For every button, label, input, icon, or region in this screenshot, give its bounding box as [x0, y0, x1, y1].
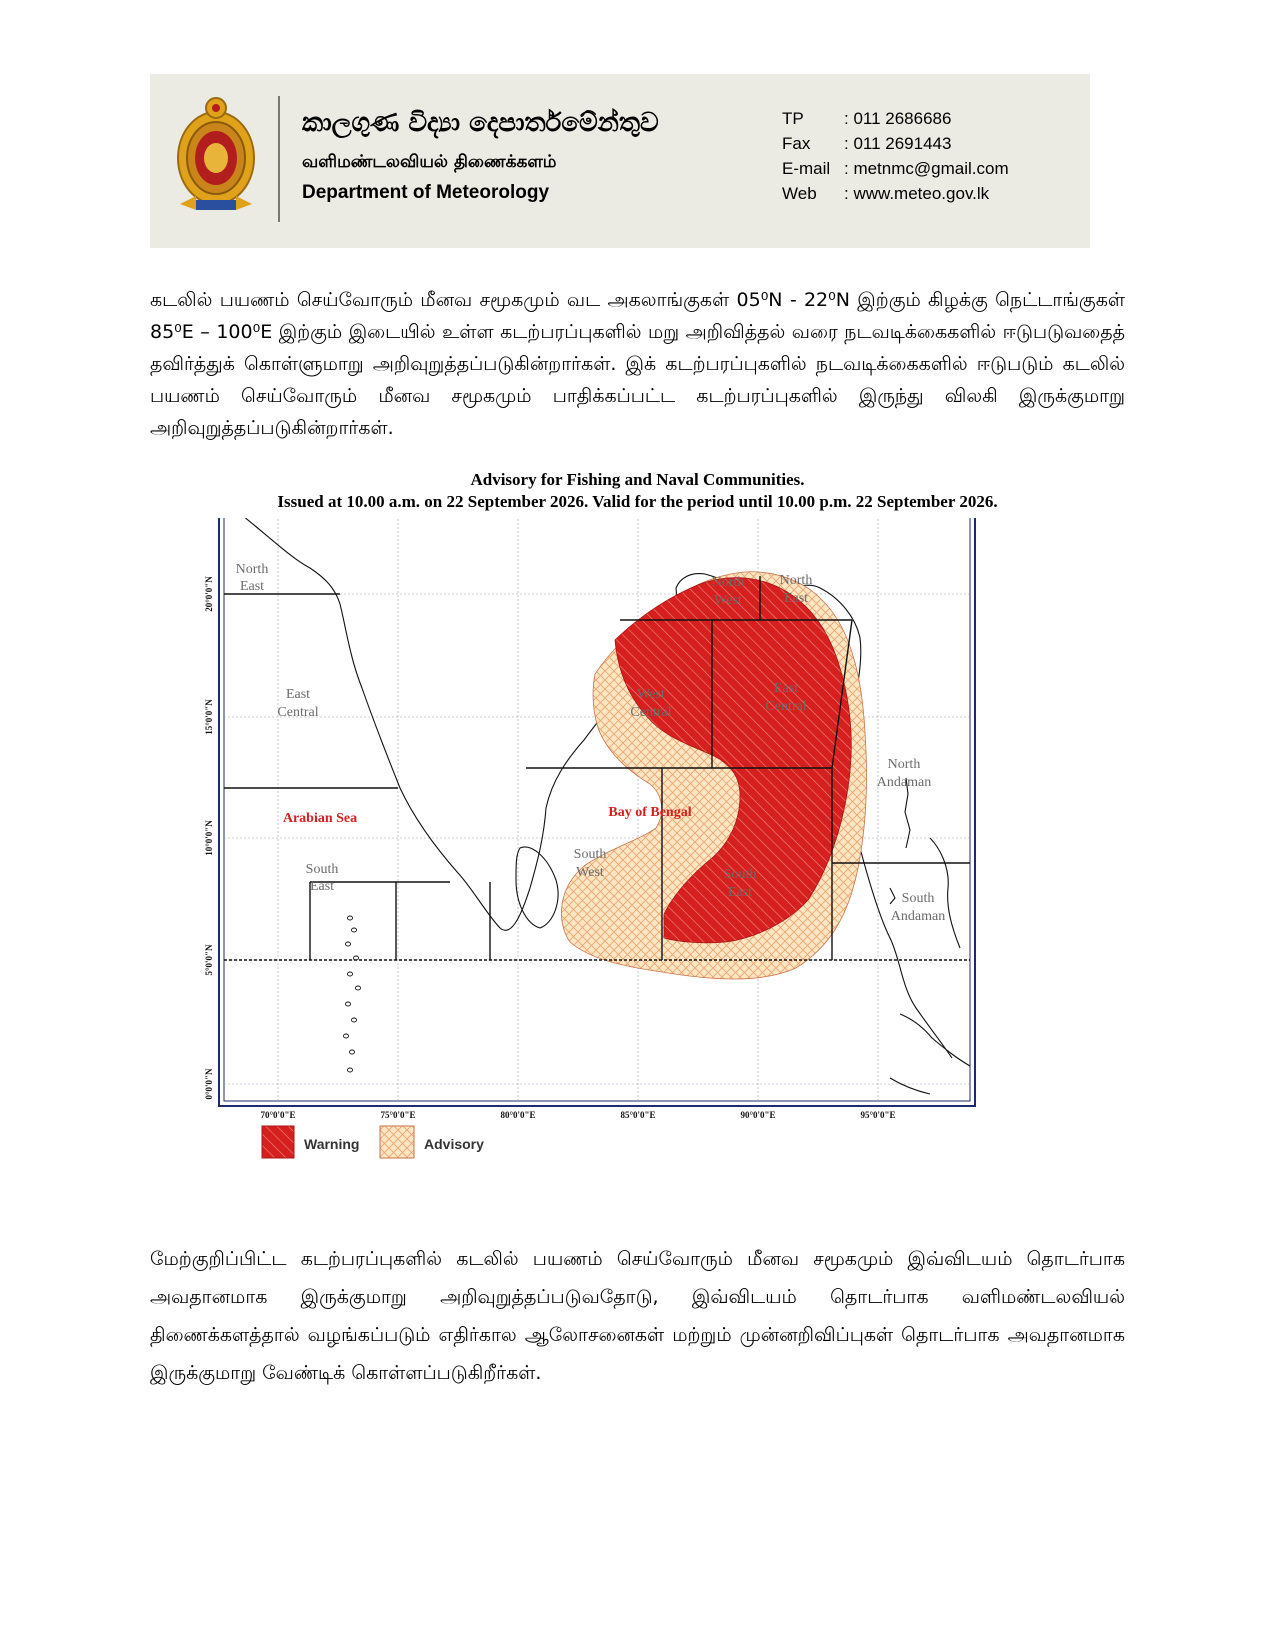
label-east-central-bob-l2: Central: [765, 699, 807, 714]
letterhead: [150, 74, 1090, 248]
map-legend: [262, 1126, 484, 1158]
x-tick-label: 90°0'0"E: [740, 1110, 776, 1120]
map-title: Advisory for Fishing and Naval Communities.: [470, 470, 805, 489]
department-name-english: Department of Meteorology: [302, 182, 550, 203]
x-tick-label: 80°0'0"E: [500, 1110, 536, 1120]
label-east-central-bob-l1: East: [773, 681, 799, 696]
label-west-central-l2: Central: [630, 705, 672, 720]
contact-block: [782, 106, 1009, 206]
contact-label: Web: [782, 184, 817, 203]
contact-row-email: [782, 156, 1009, 181]
sri-lanka-emblem-icon: [174, 96, 258, 214]
x-tick-label: 75°0'0"E: [380, 1110, 416, 1120]
contact-label: TP: [782, 109, 804, 128]
label-west-central-l1: West: [637, 687, 665, 702]
y-tick-label: 20°0'0"N: [204, 576, 214, 612]
label-bay-of-bengal: Bay of Bengal: [608, 805, 692, 820]
legend-advisory-label: Advisory: [424, 1136, 484, 1152]
department-name-sinhala: කාලගුණ විද්‍යා දෙපාර්තමේන්තුව: [302, 108, 659, 138]
label-south-east-l2: East: [309, 879, 335, 894]
contact-value: : 011 2686686: [844, 109, 952, 128]
label-east-central-l1: East: [285, 687, 311, 702]
advisory-paragraph-2: மேற்குறிப்பிட்ட கடற்பரப்புகளில் கடலில் பயணம் செய்வோரும் மீனவ சமூகமும் இவ்விடயம் தொடர்பாக அவதானமாக இருக்குமாறு அறிவுறுத்தப்படுவதோடு, இவ்விடயம் தொடர்பாக வளிமண்டலவியல் திணைக்களத்தால் வழங்கப்படும் எதிர்கால ஆலோசனைகள் மற்றும் முன்னறிவிப்புகள் தொடர்பாக அவதானமாக இருக்குமாறு வேண்டிக் கொள்ளப்படுகிறீர்கள்.: [150, 1248, 1125, 1384]
legend-warning-swatch: [262, 1126, 294, 1158]
y-tick-label: 5°0'0"N: [204, 944, 214, 976]
x-axis-ticks: [260, 1110, 895, 1120]
x-tick-label: 85°0'0"E: [620, 1110, 656, 1120]
label-east-central-l2: Central: [277, 705, 319, 720]
label-north-andaman-l2: Andaman: [876, 775, 932, 790]
contact-label: E-mail: [782, 159, 831, 178]
contact-row-web: [782, 181, 1009, 206]
advisory-paragraph-1: கடலில் பயணம் செய்வோரும் மீனவ சமூகமும் வட அகலாங்குகள் 05⁰N - 22⁰N இற்கும் கிழக்கு நெட்டாங்குகள் 85⁰E – 100⁰E இற்கும் இடையில் உள்ள கடற்பரப்புகளில் மறு அறிவித்தல் வரை நடவடிக்கைகளில் ஈடுபடுவதைத் தவிர்த்துக் கொள்ளுமாறு அறிவுறுத்தப்படுகின்றார்கள். இக் கடற்பரப்புகளில் நடவடிக்கைகளில் ஈடுபடும் கடலில் பயணம் செய்வோரும் மீனவ சமூகமும் பாதிக்கப்பட்ட கடற்பரப்புகளில் இருந்து விலகி இருக்குமாறு அறிவுறுத்தப்படுகின்றார்கள்.: [150, 289, 1125, 439]
y-tick-label: 0°0'0"N: [204, 1068, 214, 1100]
label-south-east-l1: South: [305, 862, 339, 877]
label-north-west-l2: West: [714, 593, 742, 608]
legend-warning-label: Warning: [304, 1136, 360, 1152]
label-south-east-bob-l2: East: [727, 885, 753, 900]
contact-row-tp: [782, 106, 1009, 131]
label-north-east-bob-l2: East: [783, 591, 809, 606]
contact-value: : www.meteo.gov.lk: [844, 184, 990, 203]
department-name-tamil: வளிமண்டலவியல் திணைக்களம்: [302, 152, 557, 172]
contact-value: : metnmc@gmail.com: [844, 159, 1009, 178]
y-axis-ticks: [204, 576, 214, 1100]
y-tick-label: 10°0'0"N: [204, 820, 214, 856]
x-tick-label: 70°0'0"E: [260, 1110, 296, 1120]
label-south-west-l1: South: [573, 847, 607, 862]
label-arabian-sea: Arabian Sea: [282, 811, 358, 826]
header-divider: [278, 96, 280, 222]
legend-advisory-swatch: [380, 1126, 414, 1158]
contact-value: : 011 2691443: [844, 134, 952, 153]
label-north-east-bob-l1: North: [779, 573, 813, 588]
x-tick-label: 95°0'0"E: [860, 1110, 896, 1120]
label-north-andaman-l1: North: [887, 757, 921, 772]
contact-row-fax: [782, 131, 1009, 156]
label-north-east-l1: North: [235, 562, 269, 577]
y-tick-label: 15°0'0"N: [204, 699, 214, 735]
label-north-east-l2: East: [239, 579, 265, 594]
label-south-andaman-l1: South: [901, 891, 935, 906]
advisory-map: [200, 518, 1030, 1198]
map-subtitle: Issued at 10.00 a.m. on 22 September 2026. Valid for the period until 10.00 p.m. 22 September 2026.: [277, 492, 998, 511]
label-south-west-l2: West: [576, 865, 604, 880]
label-south-east-bob-l1: South: [723, 867, 757, 882]
contact-label: Fax: [782, 134, 811, 153]
label-south-andaman-l2: Andaman: [890, 909, 946, 924]
label-north-west-l1: North: [711, 575, 745, 590]
